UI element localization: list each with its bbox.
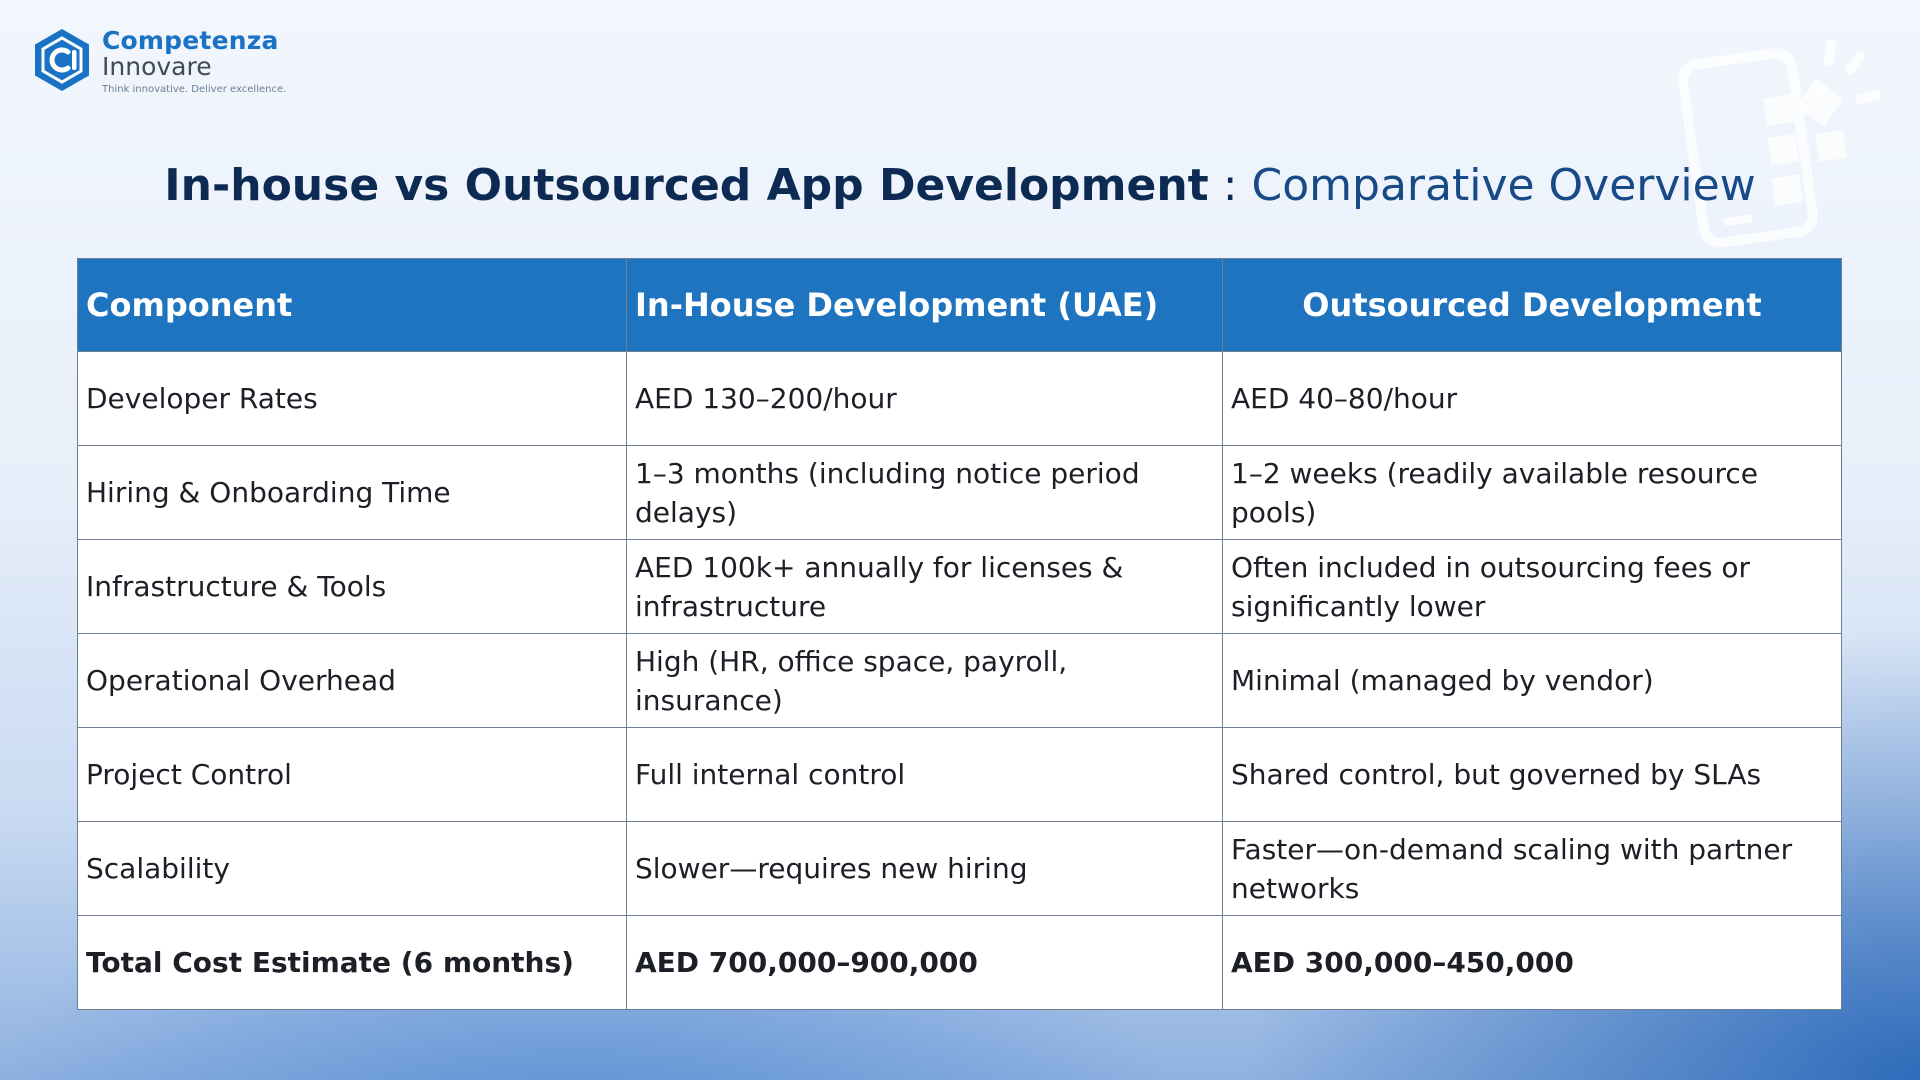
logo-name-primary: Competenza: [102, 26, 279, 55]
title-subtitle: Comparative Overview: [1251, 160, 1756, 211]
cell-outsourced: AED 300,000–450,000: [1223, 916, 1842, 1010]
cell-component: Developer Rates: [78, 352, 627, 446]
table-row: [78, 822, 1842, 916]
table-row: [78, 728, 1842, 822]
page-title: [0, 160, 1920, 211]
cell-outsourced: AED 40–80/hour: [1223, 352, 1842, 446]
cell-inhouse: 1–3 months (including notice period delays): [627, 446, 1223, 540]
cell-outsourced: Minimal (managed by vendor): [1223, 634, 1842, 728]
logo-name-secondary: Innovare: [102, 52, 212, 81]
cell-component: Operational Overhead: [78, 634, 627, 728]
table-row: [78, 540, 1842, 634]
cell-outsourced: Often included in outsourcing fees or significantly lower: [1223, 540, 1842, 634]
cell-outsourced: Faster—on-demand scaling with partner networks: [1223, 822, 1842, 916]
cell-inhouse: AED 700,000–900,000: [627, 916, 1223, 1010]
table-row: [78, 446, 1842, 540]
company-logo: [28, 26, 286, 95]
cell-component: Project Control: [78, 728, 627, 822]
cell-inhouse: AED 130–200/hour: [627, 352, 1223, 446]
cell-inhouse: AED 100k+ annually for licenses & infrastructure: [627, 540, 1223, 634]
table-header-row: [78, 259, 1842, 352]
cell-component: Hiring & Onboarding Time: [78, 446, 627, 540]
title-separator: :: [1208, 160, 1252, 211]
cell-outsourced: 1–2 weeks (readily available resource pools): [1223, 446, 1842, 540]
cell-component: Scalability: [78, 822, 627, 916]
logo-tagline: Think innovative. Deliver excellence.: [102, 84, 287, 95]
header-inhouse: In-House Development (UAE): [627, 259, 1223, 352]
title-main: In-house vs Outsourced App Development: [164, 160, 1209, 211]
cell-outsourced: Shared control, but governed by SLAs: [1223, 728, 1842, 822]
cell-inhouse: Full internal control: [627, 728, 1223, 822]
table-row: [78, 634, 1842, 728]
header-component: Component: [78, 259, 627, 352]
table-row: [78, 352, 1842, 446]
cell-inhouse: High (HR, office space, payroll, insurance): [627, 634, 1223, 728]
comparison-table: [77, 258, 1842, 1010]
cell-component: Total Cost Estimate (6 months): [78, 916, 627, 1010]
hexagon-logo-icon: [28, 26, 96, 94]
smartphone-app-icon: [1675, 36, 1915, 256]
cell-inhouse: Slower—requires new hiring: [627, 822, 1223, 916]
table-row-total: [78, 916, 1842, 1010]
cell-component: Infrastructure & Tools: [78, 540, 627, 634]
header-outsourced: Outsourced Development: [1223, 259, 1842, 352]
